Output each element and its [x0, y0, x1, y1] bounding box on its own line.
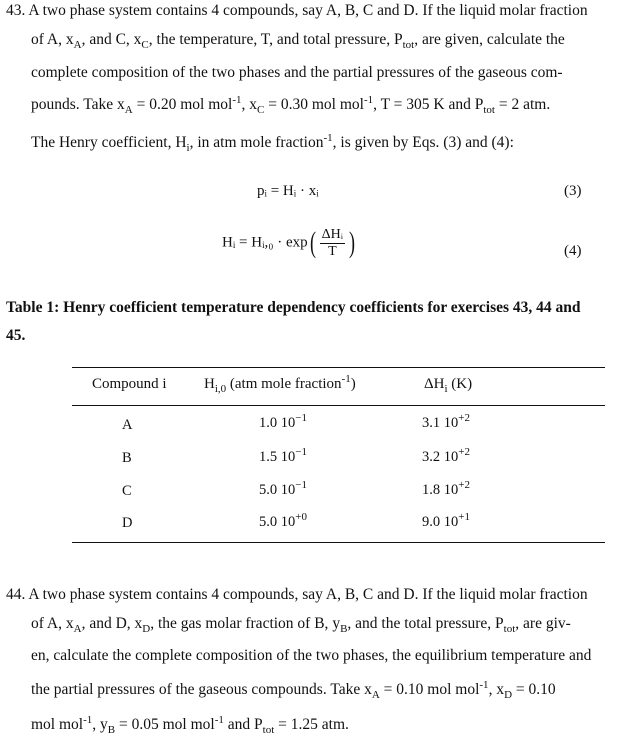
table-row-c-h0: 5.0 $10^{-1}$: [259, 479, 307, 498]
table-caption-line-2: 45.: [6, 327, 26, 344]
table-row-c-dh: 1.8 $10^{+2}$: [422, 479, 470, 498]
header-compound: Compound i: [92, 376, 167, 392]
table-bottom-rule: [72, 542, 605, 543]
table-header-rule: [72, 405, 605, 406]
table-caption: Table 1: Henry coefficient temperature dependency coefficients for exercises 43, 44 and: [6, 299, 581, 316]
table-top-rule: [72, 367, 605, 368]
ex43-line-2: of A, $x_A$, and C, $x_C$, the temperature, T, and total pressure, $P_{tot}$, are given, calculate the: [31, 31, 565, 52]
table-row-d-dh: 9.0 $10^{+1}$: [422, 511, 470, 530]
table-row-b-dh: 3.2 $10^{+2}$: [422, 446, 470, 465]
table-row-a-dh: 3.1 $10^{+2}$: [422, 412, 470, 431]
table-row-a-compound: A: [122, 417, 133, 433]
table-row-a-h0: 1.0 $10^{-1}$: [259, 412, 307, 431]
ex43-line-5: The Henry coefficient, $H_i$, in atm mole fraction$^{-1}$, is given by Eqs. (3) and (4):: [31, 131, 514, 155]
table-row-b-compound: B: [122, 450, 132, 466]
ex44-line-3: en, calculate the complete composition of the two phases, the equilibrium temperature and: [31, 647, 592, 664]
table-row-c-compound: C: [122, 483, 132, 499]
equation-4: Hᵢ = Hᵢ,₀ · exp( $\frac{\text{ΔHᵢ}}{T}$ ): [222, 226, 356, 259]
ex44-line-1: 44. A two phase system contains 4 compounds, say A, B, C and D. If the liquid molar fraction: [6, 586, 588, 603]
equation-3-number: (3): [564, 183, 582, 199]
equation-3: pᵢ = Hᵢ · xᵢ: [257, 183, 319, 199]
ex44-line-5: mol mol$^{-1}$, $y_B = 0.05$ mol mol$^{-1}$ and $P_{tot} = 1.25$ atm.: [31, 713, 349, 737]
ex43-line-4: pounds. Take $x_A = 0.20$ mol mol$^{-1}$, $x_C = 0.30$ mol mol$^{-1}$, T = 305 K and $P_{tot} = 2$ atm.: [31, 93, 551, 117]
header-dh: $\Delta H_i$ (K): [424, 376, 473, 395]
ex43-line-3: complete composition of the two phases and the partial pressures of the gaseous com-: [31, 64, 563, 81]
table-row-d-compound: D: [122, 515, 133, 531]
table-row-d-h0: 5.0 $10^{+0}$: [259, 511, 307, 530]
equation-4-number: (4): [564, 243, 582, 259]
ex44-line-4: the partial pressures of the gaseous compounds. Take $x_A = 0.10$ mol mol$^{-1}$, $x_D = 0.10$: [31, 678, 556, 702]
table-row-b-h0: 1.5 $10^{-1}$: [259, 446, 307, 465]
ex43-line-1: 43. A two phase system contains 4 compounds, say A, B, C and D. If the liquid molar fraction: [6, 2, 588, 19]
header-h0: $H_{i,0}$ (atm mole fraction$^{-1}$): [204, 373, 356, 395]
ex44-line-2: of A, $x_A$, and D, $x_D$, the gas molar fraction of B, $y_B$, and the total pressure, $P_{tot}$, are giv-: [31, 615, 571, 636]
